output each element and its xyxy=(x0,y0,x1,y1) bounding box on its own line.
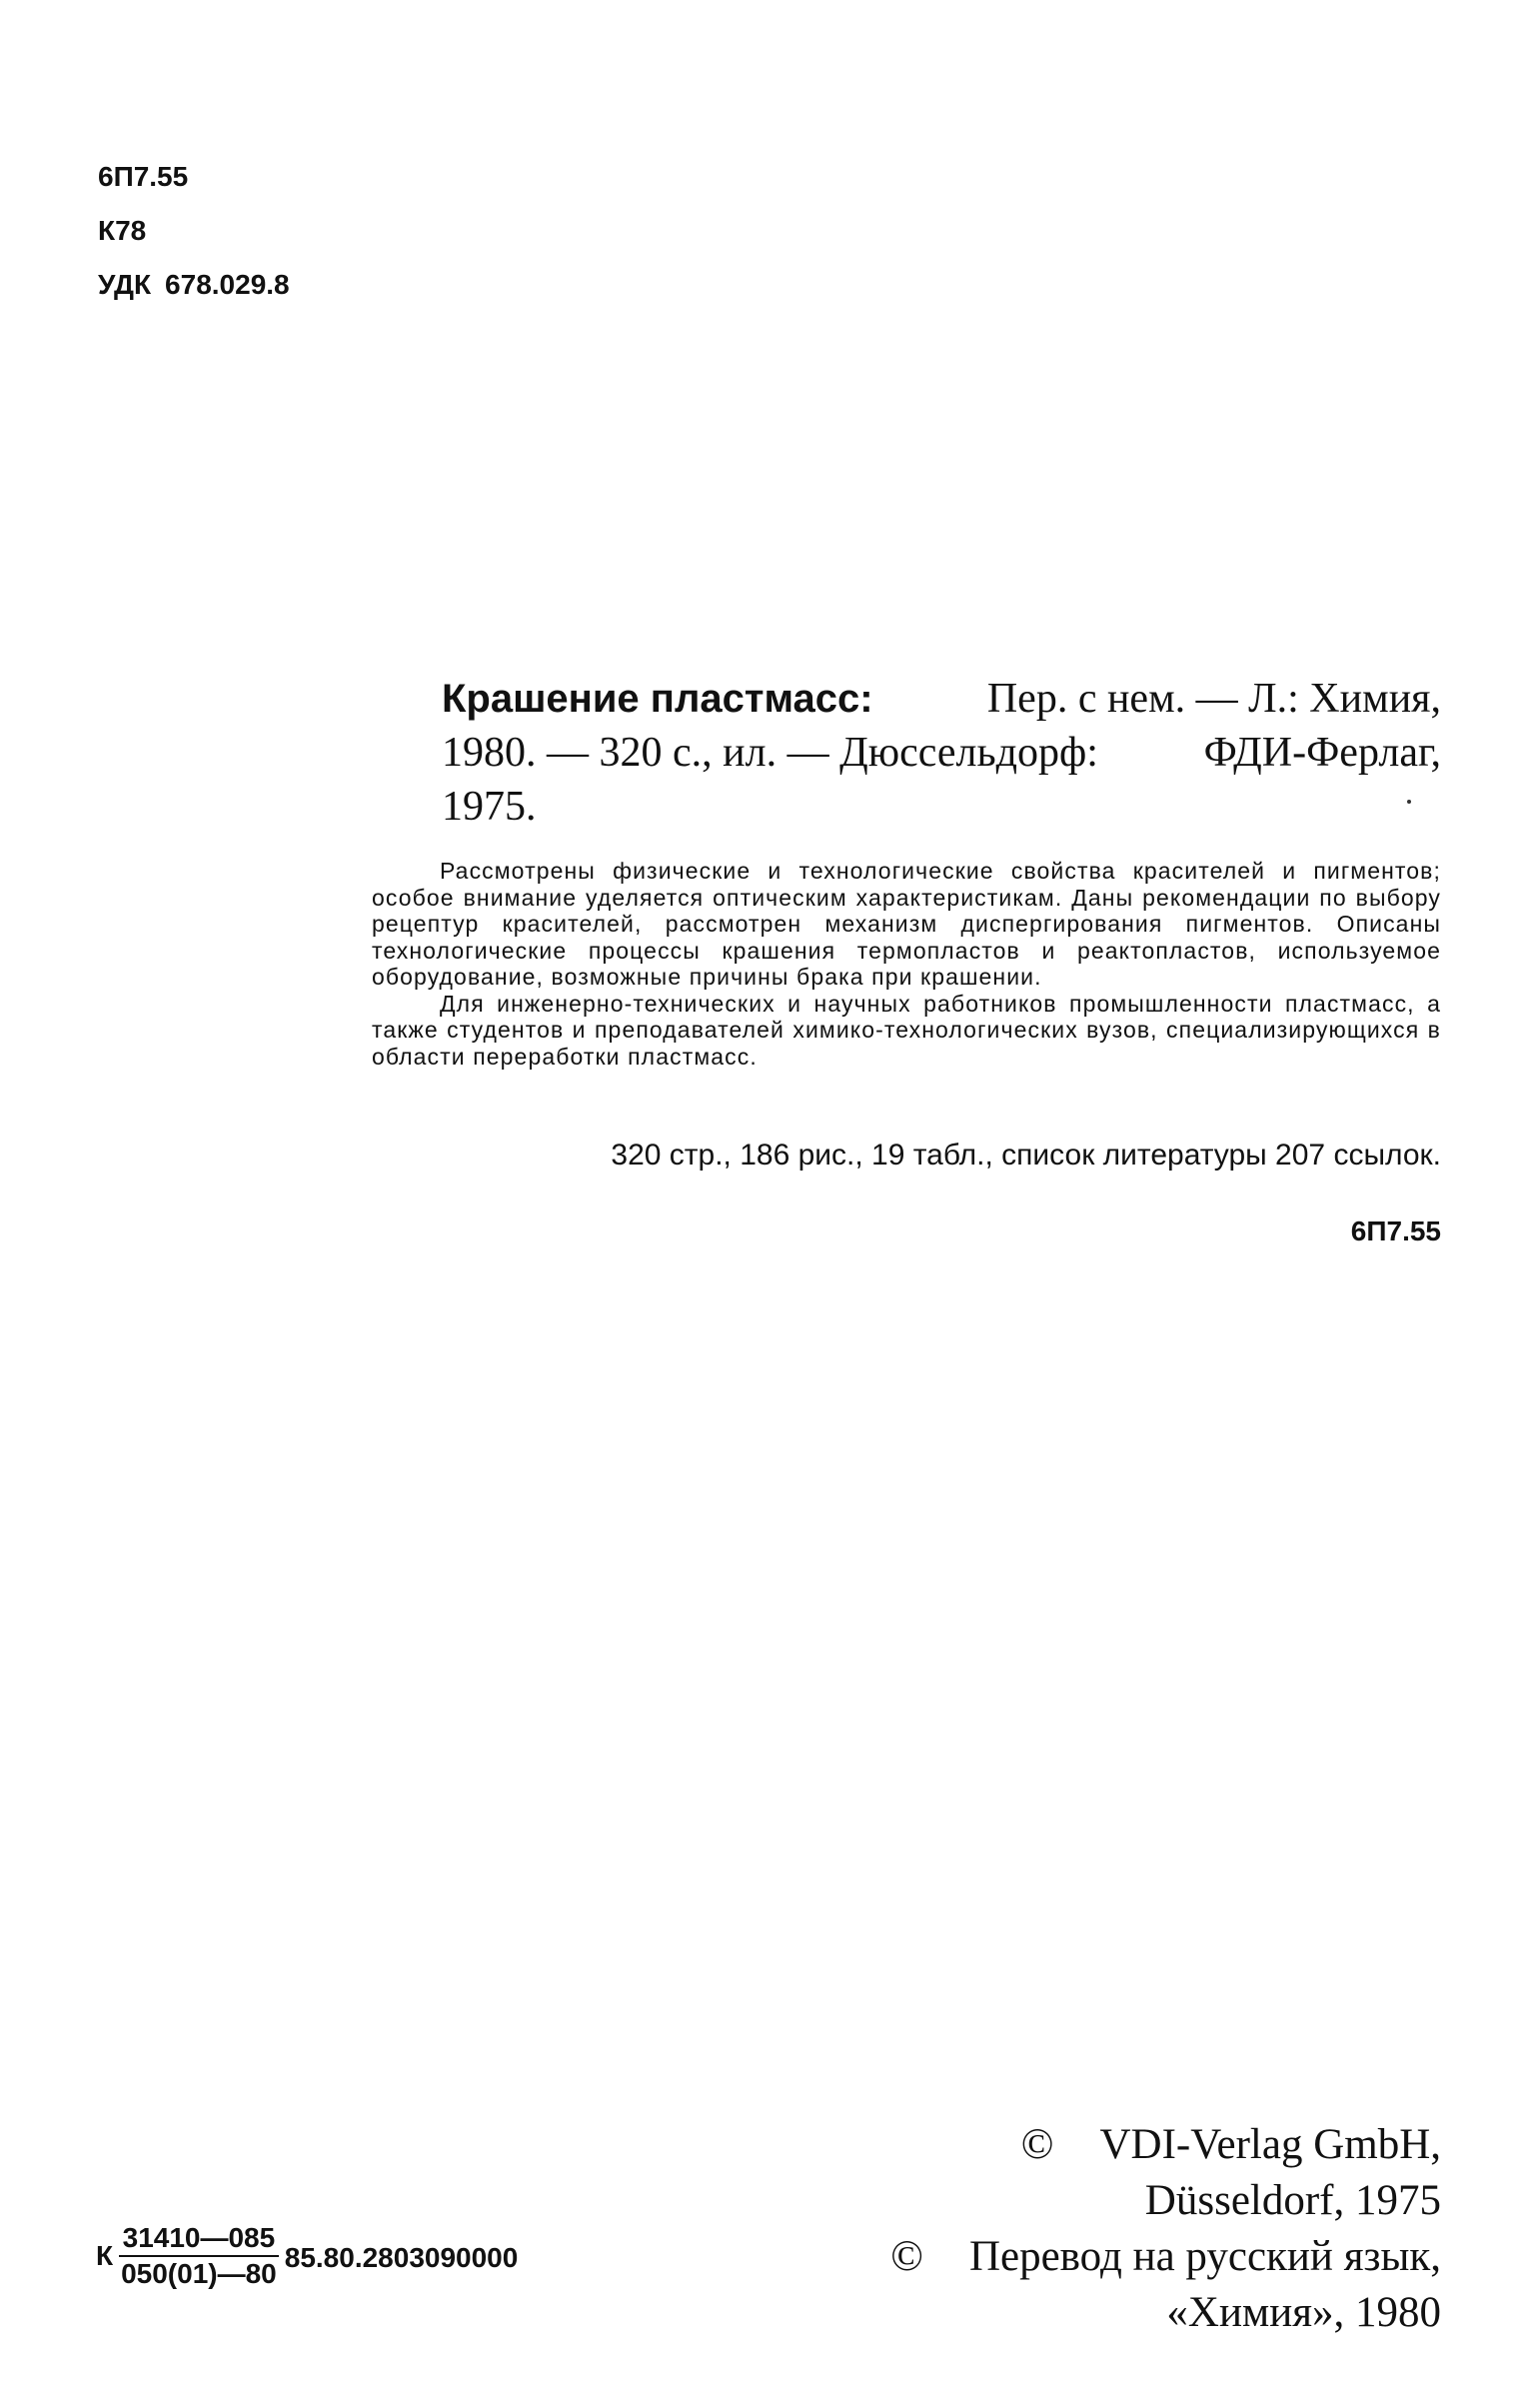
bibliographic-entry xyxy=(442,672,1441,834)
catalog-code-numerator: 31410—085 xyxy=(122,2222,276,2253)
annotation xyxy=(372,858,1441,1070)
copyright-line-4: «Химия», 1980 xyxy=(1166,2289,1441,2336)
catalog-code-tail: 85.80.2803090000 xyxy=(284,2242,519,2273)
catalog-code xyxy=(96,2221,518,2291)
copyright-symbol: © xyxy=(1020,2121,1054,2168)
udc-row xyxy=(98,258,290,312)
copyright-line-1 xyxy=(890,2117,1441,2173)
book-title: Крашение пластмасс: xyxy=(442,677,873,721)
catalog-code-letter: К xyxy=(96,2240,114,2271)
bbk-code-right: 6П7.55 xyxy=(1350,1215,1441,1246)
entry-line-3: 1975. xyxy=(442,784,537,830)
udc-label: УДК xyxy=(98,269,152,300)
copyright-translation: Перевод на русский язык, xyxy=(968,2233,1441,2280)
book-stats: 320 стр., 186 рис., 19 табл., список литературы 207 ссылок. xyxy=(611,1139,1441,1172)
copyright-line-3 xyxy=(890,2229,1441,2285)
copyright-line-2: Düsseldorf, 1975 xyxy=(1144,2177,1441,2224)
print-speck xyxy=(1407,800,1411,804)
entry-line-2 xyxy=(442,726,1441,780)
entry-line-1-rest: Пер. с нем. — Л.: Химия, xyxy=(986,676,1441,722)
entry-line-2-right: ФДИ-Ферлаг, xyxy=(1203,730,1441,776)
udc-value: 678.029.8 xyxy=(165,269,290,300)
copyright-publisher: VDI-Verlag GmbH, xyxy=(1099,2121,1441,2168)
entry-line-2-left: 1980. — 320 с., ил. — Дюссельдорф: xyxy=(442,730,1098,776)
catalog-code-fraction xyxy=(119,2221,279,2291)
copyright-symbol-2: © xyxy=(890,2233,923,2280)
classification-block xyxy=(98,150,290,312)
catalog-code-denominator: 050(01)—80 xyxy=(119,2255,279,2291)
author-mark: К78 xyxy=(98,215,147,246)
annotation-paragraph-1: Рассмотрены физические и технологические свойства красителей и пигментов; особое внимание уделяется оптическим характеристикам. Даны рекомендации по выбору рецептур красителей, рассмотрен механизм диспергирования пигментов. Описаны технологические процессы крашения термопластов и реактопластов, используемое оборудование, возможные причины брака при крашении. xyxy=(372,858,1441,990)
bbk-code: 6П7.55 xyxy=(98,161,189,192)
annotation-paragraph-2: Для инженерно-технических и научных работников промышленности пластмасс, а также студентов и преподавателей химико-технологических вузов, специализирующихся в области переработки пластмасс. xyxy=(372,990,1441,1070)
copyright-block xyxy=(890,2117,1441,2341)
entry-line-1 xyxy=(442,672,1441,726)
